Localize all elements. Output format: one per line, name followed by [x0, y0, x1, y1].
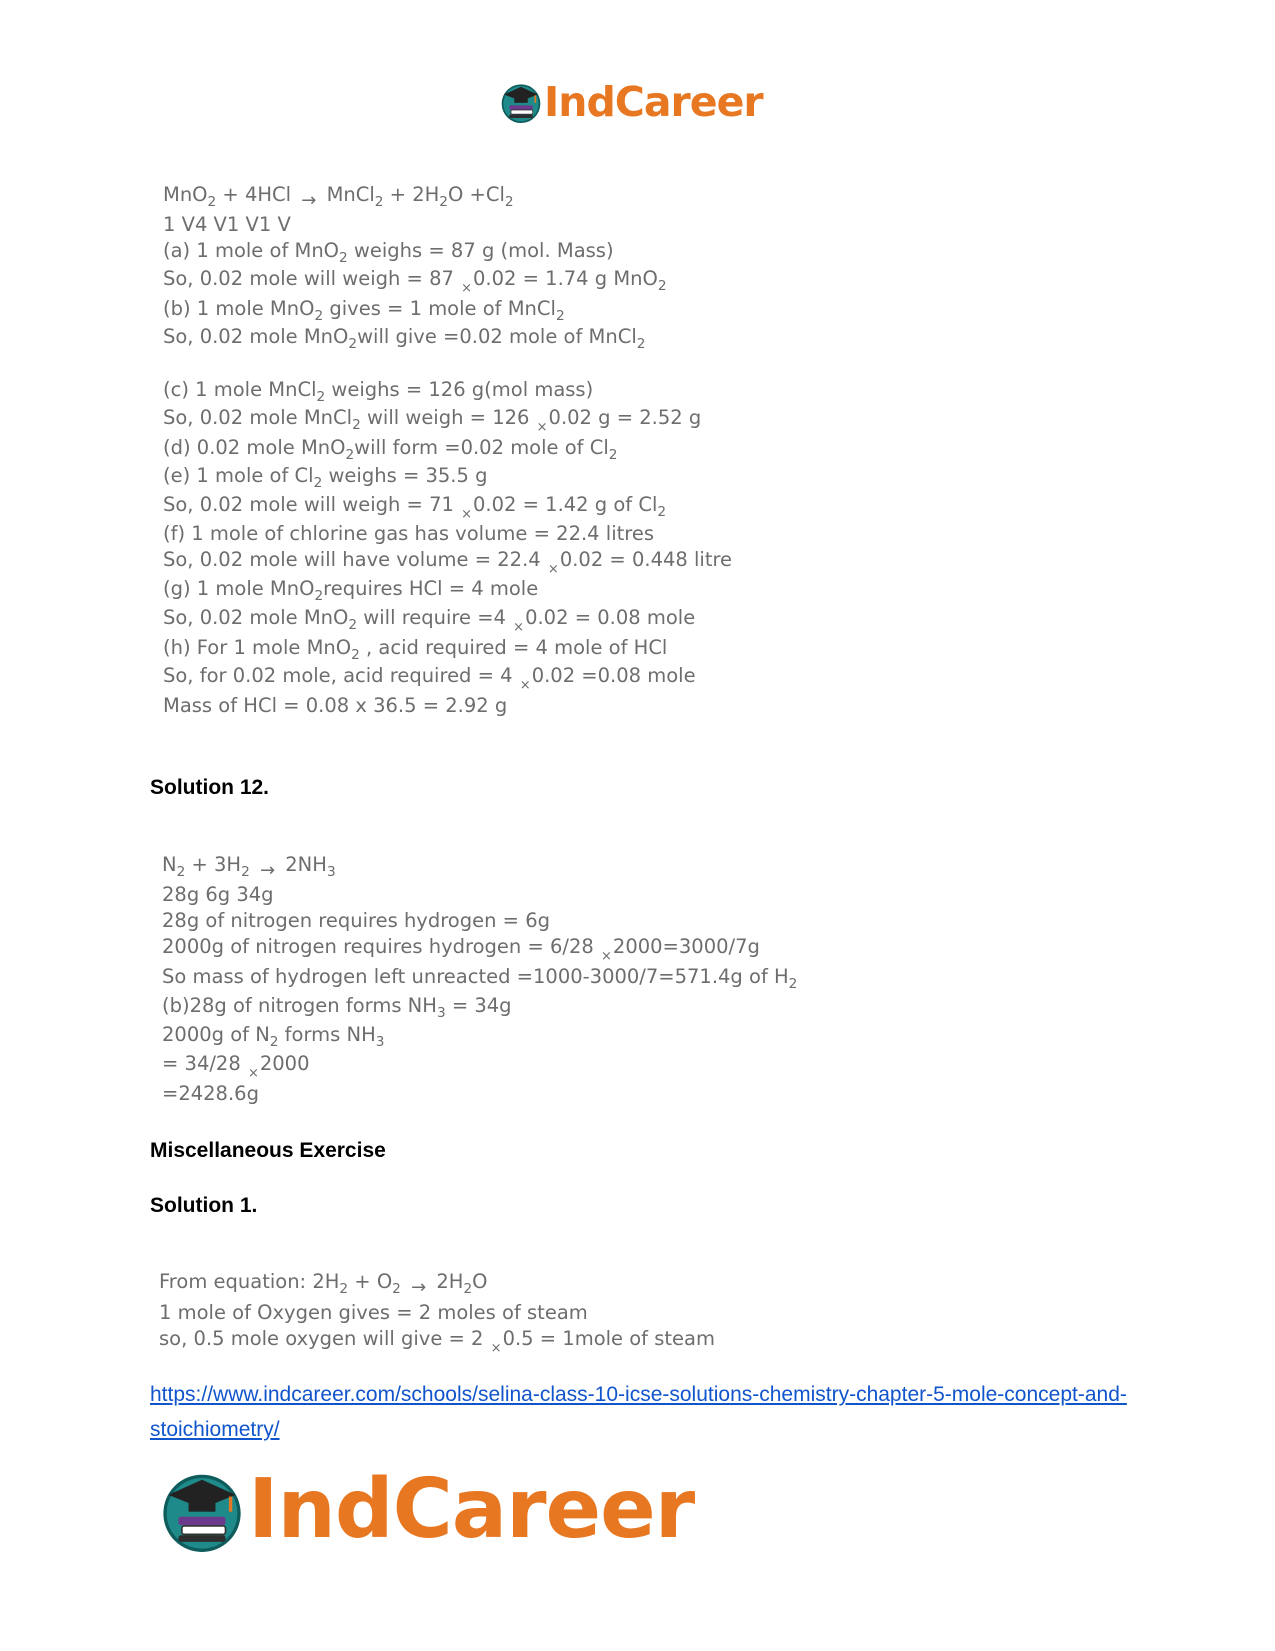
line-6: = 34/28 ×2000 — [162, 1052, 310, 1081]
indcareer-logo-bottom — [160, 1462, 695, 1557]
line-a-result: So, 0.02 mole will weigh = 87 ×0.02 = 1.74 g MnO$_2$ — [163, 267, 667, 296]
line-7: =2428.6g — [162, 1082, 259, 1105]
line-5: 2000g of $N_2$ forms $NH_3$ — [162, 1023, 385, 1050]
equation-line: MnO$_2$ + 4HCl → MnCl$_2$ + $2H_2O +Cl_2$ — [163, 183, 514, 211]
mass-ratio-line: 28g 6g 34g — [162, 883, 274, 906]
solution-12-heading: Solution 12. — [150, 776, 270, 799]
line-h-result: So, for 0.02 mole, acid required = 4 ×0.02 =0.08 mole — [163, 664, 696, 693]
indcareer-logo-top — [500, 78, 763, 126]
line-e: (e) 1 mole of $Cl_2$ weighs = 35.5 g — [163, 464, 488, 491]
brand-name: IndCareer — [544, 77, 763, 126]
source-link[interactable]: https://www.indcareer.com/schools/selina-class-10-icse-solutions-chemistry-chapter-5-mole-concept-and-stoichiometry/ — [150, 1383, 1127, 1441]
volume-ratio-line: 1 V4 V1 V1 V — [163, 213, 291, 236]
equation-line: $N_2 + 3H_2 \to 2NH_3$ — [162, 853, 336, 881]
line-g: (g) 1 mole MnO$_2$requires HCl = 4 mole — [163, 577, 539, 604]
graduation-cap-books-icon — [160, 1468, 244, 1552]
line-f-result: So, 0.02 mole will have volume = 22.4 ×0.02 = 0.448 litre — [163, 548, 733, 577]
line-3: So mass of hydrogen left unreacted =1000-3000/7=571.4g of $H_2$ — [162, 965, 798, 992]
equation-line: From equation: $2H_2 + O_2 \to 2H_2O$ — [159, 1270, 488, 1298]
brand-name: IndCareer — [248, 1462, 695, 1557]
line-g-result: So, 0.02 mole MnO$_2$ will require =4 ×0.02 = 0.08 mole — [163, 606, 696, 635]
line-hcl-mass: Mass of HCl = 0.08 x 36.5 = 2.92 g — [163, 694, 508, 717]
line-c-result: So, 0.02 mole MnCl$_2$ will weigh = 126 ×0.02 g = 2.52 g — [163, 406, 702, 435]
solution-1-heading: Solution 1. — [150, 1194, 258, 1217]
line-4: (b)28g of nitrogen forms $NH_3 = 34g$ — [162, 994, 512, 1021]
line-b: (b) 1 mole MnO$_2$ gives = 1 mole of MnCl$_2$ — [163, 297, 565, 324]
graduation-cap-books-icon — [500, 81, 542, 123]
line-h: (h) For 1 mole MnO$_2$ , acid required = 4 mole of HCl — [163, 636, 668, 663]
line-1: 1 mole of Oxygen gives = 2 moles of steam — [159, 1301, 588, 1324]
miscellaneous-exercise-heading: Miscellaneous Exercise — [150, 1139, 386, 1162]
line-2: so, 0.5 mole oxygen will give = 2 ×0.5 = 1mole of steam — [159, 1327, 715, 1356]
line-b-result: So, 0.02 mole MnO$_2$will give =0.02 mole of MnCl$_2$ — [163, 325, 646, 352]
line-2: 2000g of nitrogen requires hydrogen = 6/28 ×2000=3000/7g — [162, 935, 760, 964]
line-a: (a) 1 mole of MnO$_2$ weighs = 87 g (mol. Mass) — [163, 239, 614, 266]
line-1: 28g of nitrogen requires hydrogen = 6g — [162, 909, 550, 932]
line-f: (f) 1 mole of chlorine gas has volume = 22.4 litres — [163, 522, 655, 545]
line-c: (c) 1 mole MnCl$_2$ weighs = 126 g(mol mass) — [163, 378, 594, 405]
line-d: (d) 0.02 mole MnO$_2$will form =0.02 mole of $Cl_2$ — [163, 436, 618, 463]
line-e-result: So, 0.02 mole will weigh = 71 ×0.02 = 1.42 g of $Cl_2$ — [163, 493, 667, 522]
